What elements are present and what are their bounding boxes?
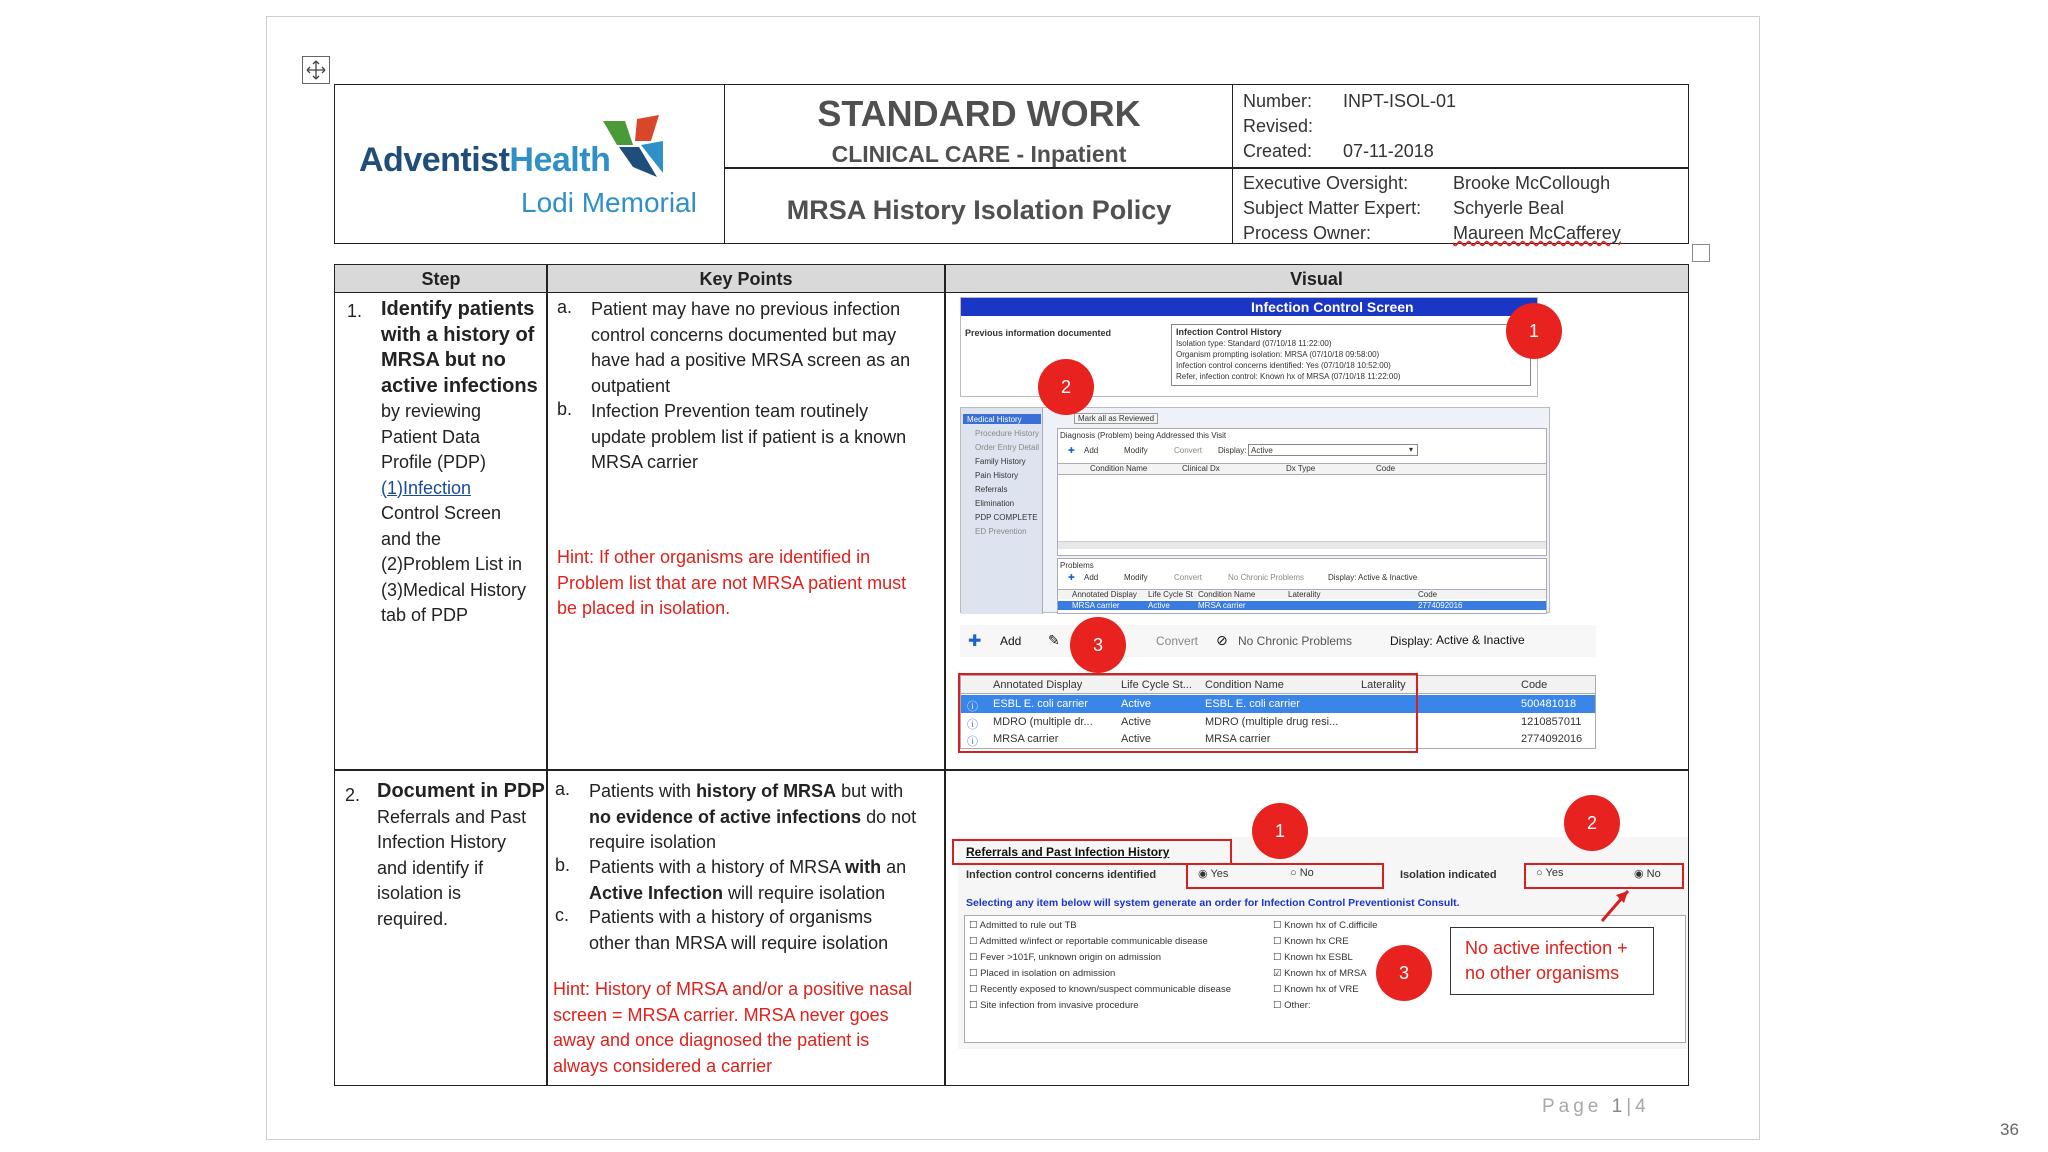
- prob-col-header: Condition Name: [1198, 590, 1256, 599]
- right-checkbox[interactable]: ☐ Other:: [1273, 1000, 1311, 1011]
- no-infection-callout: No active infection + no other organisms: [1450, 927, 1654, 995]
- sidebar-item-medical-history[interactable]: Medical History: [967, 415, 1022, 424]
- number-label: Number:: [1243, 91, 1313, 111]
- diag-add-plus-icon[interactable]: ✚: [1068, 446, 1075, 455]
- iso-yes-radio[interactable]: ○ Yes: [1536, 867, 1564, 879]
- ich-box: [1171, 324, 1531, 386]
- ich-line: Refer, infection control: Known hx of MRSA (07/10/18 11:22:00): [1176, 372, 1401, 381]
- iso-no-radio[interactable]: ◉ No: [1634, 868, 1661, 880]
- step-1-line: (3)Medical History: [381, 579, 527, 600]
- document-subtitle: CLINICAL CARE - Inpatient: [831, 141, 1127, 167]
- step-1-line: (2)Problem List in: [381, 554, 523, 574]
- sme-value: Schyerle Beal: [1453, 198, 1565, 218]
- callout-2: 2: [1038, 359, 1094, 415]
- left-checkbox[interactable]: ☐ Placed in isolation on admission: [969, 968, 1116, 979]
- prob-display-label: Display:: [1328, 573, 1357, 582]
- prob-row-cell[interactable]: MRSA carrier: [1072, 601, 1120, 610]
- consult-note: Selecting any item below will system generate an order for Infection Control Preventionist Consult.: [966, 897, 1460, 909]
- slide-number: 36: [2000, 1120, 2019, 1139]
- step-1-line: and the: [381, 528, 442, 549]
- visual-1: [946, 295, 1688, 767]
- sidebar-item[interactable]: PDP COMPLETE: [975, 513, 1038, 522]
- callout-3: 3: [1376, 945, 1432, 1001]
- big-row-cell[interactable]: ESBL E. coli carrier: [993, 698, 1088, 710]
- previous-info-label: Previous information documented: [965, 328, 1112, 338]
- step-1-line: tab of PDP: [381, 605, 469, 625]
- problems-panel: [1057, 558, 1547, 614]
- big-add-plus-icon[interactable]: ✚: [968, 633, 982, 650]
- big-row-cell[interactable]: 2774092016: [1521, 733, 1583, 745]
- referrals-section-title: Referrals and Past Infection History: [966, 845, 1170, 859]
- left-checkbox[interactable]: ☐ Fever >101F, unknown origin on admission: [969, 952, 1162, 963]
- big-no-chronic-button[interactable]: No Chronic Problems: [1238, 634, 1353, 648]
- big-row-cell[interactable]: Active: [1121, 698, 1151, 710]
- callout-2: 2: [1564, 795, 1620, 851]
- step-1-bold-line: Identify patients: [381, 298, 535, 320]
- column-header-step: Step: [335, 265, 547, 293]
- diagnosis-label: Diagnosis (Problem) being Addressed this Visit: [1060, 431, 1227, 440]
- key-point-a-letter: a.: [555, 779, 571, 799]
- column-header-visual: Visual: [945, 265, 1688, 293]
- step-2-text: Document in PDP Referrals and Past Infection History and identify if isolation is required.: [377, 780, 545, 929]
- key-point-2c: Patients with a history of organisms other than MRSA will require isolation: [589, 907, 889, 953]
- page-indicator: Page 1|4: [1542, 1096, 1650, 1117]
- big-col-header[interactable]: Code: [1521, 679, 1548, 691]
- screen-title: Infection Control Screen: [1251, 299, 1414, 315]
- prob-row-cell[interactable]: MRSA carrier: [1198, 601, 1246, 610]
- meta-cell: [1233, 85, 1688, 243]
- diag-add-button[interactable]: Add: [1084, 446, 1099, 455]
- pdp-screenshot: [960, 407, 1550, 613]
- right-checkbox[interactable]: ☐ Known hx ESBL: [1273, 952, 1353, 963]
- logo-cell: [335, 85, 725, 243]
- prob-modify-button[interactable]: Modify: [1124, 573, 1148, 582]
- icc-no-radio[interactable]: ○ No: [1290, 867, 1314, 879]
- key-point-b-letter: b.: [555, 855, 571, 875]
- prob-row-cell[interactable]: Active: [1148, 601, 1170, 610]
- table-move-handle[interactable]: [302, 56, 330, 84]
- sidebar-item[interactable]: Family History: [975, 457, 1026, 466]
- key-point-c-letter: c.: [555, 905, 570, 925]
- left-checkbox[interactable]: ☐ Site infection from invasive procedure: [969, 1000, 1139, 1011]
- key-point-2b: Patients with a history of MRSA with an Active Infection will require isolation: [589, 857, 907, 903]
- sidebar-item[interactable]: Pain History: [975, 471, 1019, 480]
- exec-oversight-label: Executive Oversight:: [1243, 173, 1409, 193]
- step-1-bold-line: active infections: [381, 374, 538, 397]
- diag-display-label: Display:: [1218, 446, 1247, 455]
- big-row-cell[interactable]: Active: [1121, 733, 1151, 745]
- move-arrows-icon: [305, 59, 327, 81]
- logo-wordmark: AdventistHealth: [359, 141, 611, 179]
- step-1-bold-line: MRSA but no: [381, 349, 506, 371]
- callout-1: 1: [1506, 303, 1562, 359]
- sidebar-item[interactable]: Elimination: [975, 499, 1015, 508]
- left-checkbox[interactable]: ☐ Admitted to rule out TB: [969, 920, 1077, 931]
- chevron-down-icon: ▾: [1409, 445, 1414, 454]
- right-checkbox[interactable]: ☐ Known hx of C.difficile: [1273, 920, 1378, 931]
- ich-line: Isolation type: Standard (07/10/18 11:22:00): [1176, 339, 1332, 348]
- prob-display-value[interactable]: Active & Inactive: [1358, 573, 1418, 582]
- big-col-header[interactable]: Condition Name: [1205, 679, 1284, 691]
- prob-add-plus-icon[interactable]: ✚: [1068, 573, 1075, 582]
- right-checkbox[interactable]: ☐ Known hx of VRE: [1273, 984, 1359, 995]
- step-1-line: by reviewing: [381, 401, 482, 421]
- big-row-cell[interactable]: 1210857011: [1521, 716, 1582, 728]
- key-point-1a: Patient may have no previous infection control concerns documented but may have had a positive MRSA screen as an outpatient: [591, 299, 911, 396]
- infection-control-link[interactable]: (1)Infection: [381, 477, 472, 498]
- big-row-cell[interactable]: MRSA carrier: [993, 733, 1059, 745]
- key-point-b-letter: b.: [557, 399, 573, 419]
- left-checkbox[interactable]: ☐ Admitted w/infect or reportable communicable disease: [969, 936, 1208, 947]
- table-resize-handle[interactable]: [1692, 244, 1710, 262]
- diag-col-header[interactable]: Condition Name: [1090, 464, 1148, 473]
- highlight-iso-radios: [1524, 863, 1684, 889]
- big-col-header[interactable]: Laterality: [1361, 679, 1406, 691]
- prob-col-header: Laterality: [1288, 590, 1321, 599]
- big-row-cell[interactable]: MRSA carrier: [1205, 733, 1271, 745]
- step-1-bold-line: with a history of: [381, 323, 535, 346]
- prob-no-chronic-button[interactable]: No Chronic Problems: [1228, 573, 1305, 582]
- ich-line: Organism prompting isolation: MRSA (07/10/18 09:58:00): [1176, 350, 1380, 359]
- prob-add-button[interactable]: Add: [1084, 573, 1099, 582]
- sidebar-item[interactable]: ED Prevention: [975, 527, 1027, 536]
- row-2-hint: Hint: History of MRSA and/or a positive nasal screen = MRSA carrier. MRSA never goes away and once diagnosed the patient is always considered a carrier: [553, 979, 913, 1076]
- key-point-a-letter: a.: [557, 297, 573, 317]
- step-1-line: Profile (PDP): [381, 452, 487, 472]
- visual-2: [946, 771, 1688, 1085]
- left-checkbox[interactable]: ☐ Recently exposed to known/suspect communicable disease: [969, 984, 1231, 995]
- created-value: 07-11-2018: [1343, 141, 1434, 161]
- right-checkbox-checked[interactable]: ☑ Known hx of MRSA: [1273, 968, 1367, 979]
- big-display-value[interactable]: Active & Inactive: [1436, 633, 1525, 647]
- mark-reviewed-button[interactable]: Mark all as Reviewed: [1074, 413, 1158, 424]
- highlight-problem-rows: [958, 673, 1418, 753]
- diagnosis-panel: [1057, 414, 1547, 556]
- info-icon: ⓘ: [967, 736, 978, 748]
- step-2-bold: Document in PDP: [377, 780, 545, 802]
- big-col-header[interactable]: Life Cycle St...: [1121, 679, 1192, 691]
- big-problem-toolbar: [960, 625, 1596, 657]
- info-icon: ⓘ: [967, 701, 978, 713]
- big-row-cell[interactable]: Active: [1121, 716, 1151, 728]
- prob-col-header: Life Cycle St: [1148, 590, 1193, 599]
- process-owner-label: Process Owner:: [1243, 223, 1372, 243]
- diag-col-header[interactable]: Clinical Dx: [1182, 464, 1220, 473]
- diag-display-select[interactable]: Active ▾: [1248, 444, 1418, 456]
- icc-label: Infection control concerns identified: [966, 869, 1157, 881]
- ich-title: Infection Control History: [1176, 327, 1282, 337]
- no-chronic-icon[interactable]: ⊘: [1216, 632, 1228, 648]
- sidebar-item[interactable]: Referrals: [975, 485, 1008, 494]
- diag-col-header[interactable]: Dx Type: [1286, 464, 1316, 473]
- column-header-key-points: Key Points: [547, 265, 945, 293]
- process-owner-value: Maureen McCafferey: [1453, 223, 1621, 243]
- screen-title-bar: [961, 298, 1537, 316]
- ich-line: Infection control concerns identified: Yes (07/10/18 10:52:00): [1176, 361, 1391, 370]
- sidebar-item[interactable]: Procedure History: [975, 429, 1040, 438]
- prob-col-header: Annotated Display: [1072, 590, 1137, 599]
- step-1-number: 1.: [347, 301, 363, 321]
- big-col-header[interactable]: Annotated Display: [993, 679, 1083, 691]
- highlight-section-title: [952, 839, 1232, 865]
- header-table: [334, 84, 1689, 244]
- diag-modify-button[interactable]: Modify: [1124, 446, 1148, 455]
- big-convert-button[interactable]: Convert: [1156, 634, 1199, 648]
- modify-pencil-icon[interactable]: ✎: [1048, 632, 1060, 648]
- prob-col-header: Code: [1418, 590, 1438, 599]
- sidebar-item[interactable]: Order Entry Detail: [975, 443, 1040, 452]
- key-point-2a: Patients with history of MRSA but with no evidence of active infections do not require isolation: [589, 781, 917, 852]
- info-icon: ⓘ: [967, 719, 978, 731]
- step-1-line: Control Screen: [381, 503, 502, 523]
- big-row-cell[interactable]: 500481018: [1521, 698, 1577, 710]
- icc-yes-radio[interactable]: ◉ Yes: [1198, 868, 1229, 880]
- prob-row-cell[interactable]: 2774092016: [1418, 601, 1463, 610]
- pdp-sidebar: [961, 408, 1043, 614]
- policy-title[interactable]: MRSA History Isolation Policy: [786, 195, 1172, 225]
- step-2-number: 2.: [345, 785, 361, 805]
- title-cell: [725, 85, 1233, 243]
- big-row-cell[interactable]: MDRO (multiple dr...: [993, 716, 1093, 728]
- diag-convert-button[interactable]: Convert: [1174, 446, 1203, 455]
- standard-work-table: [334, 264, 1689, 1086]
- diag-scrollbar[interactable]: [1058, 541, 1546, 549]
- revised-label: Revised:: [1243, 116, 1314, 136]
- logo-subtitle: Lodi Memorial: [521, 187, 697, 218]
- document-title: STANDARD WORK: [817, 93, 1141, 134]
- number-value: INPT-ISOL-01: [1343, 91, 1457, 111]
- big-row-cell[interactable]: ESBL E. coli carrier: [1205, 698, 1300, 710]
- key-point-1b: Infection Prevention team routinely update problem list if patient is a known MRSA carrier: [591, 401, 907, 472]
- big-add-button[interactable]: Add: [1000, 634, 1022, 648]
- step-1-line: Patient Data: [381, 426, 481, 447]
- isolation-indicated-label: Isolation indicated: [1400, 869, 1497, 881]
- right-checkbox[interactable]: ☐ Known hx CRE: [1273, 936, 1349, 947]
- highlight-icc-radios: [1186, 863, 1384, 889]
- big-display-label: Display:: [1390, 634, 1433, 648]
- callout-3: 3: [1070, 617, 1126, 673]
- created-label: Created:: [1243, 141, 1313, 161]
- step-1-text: [381, 297, 543, 629]
- big-row-cell[interactable]: MDRO (multiple drug resi...: [1205, 716, 1339, 728]
- sme-label: Subject Matter Expert:: [1243, 198, 1422, 218]
- problems-label: Problems: [1060, 561, 1094, 570]
- diag-col-header[interactable]: Code: [1376, 464, 1396, 473]
- callout-1: 1: [1252, 803, 1308, 859]
- exec-oversight-value: Brooke McCollough: [1453, 173, 1611, 193]
- prob-convert-button[interactable]: Convert: [1174, 573, 1203, 582]
- row-1-hint: Hint: If other organisms are identified in Problem list that are not MRSA patient must be placed in isolation.: [557, 547, 907, 618]
